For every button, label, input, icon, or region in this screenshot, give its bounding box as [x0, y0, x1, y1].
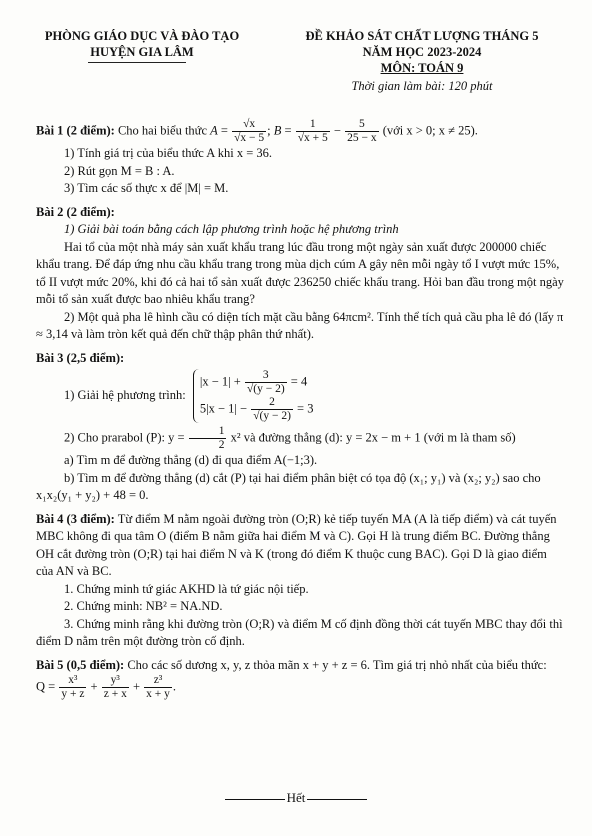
- q3-part-a: a) Tìm m để đường thẳng (d) đi qua điểm A(−1;3).: [64, 453, 318, 467]
- school-year: NĂM HỌC 2023-2024: [362, 45, 482, 59]
- q3-sub2: 2) Cho prarabol (P): y = $\frac{1}{2}$ x² và đường thẳng (d): y = 2x − m + 1 (với m là tham số): [64, 425, 516, 451]
- q5-text: Cho các số dương x, y, z thỏa mãn x + y + z = 6. Tìm giá trị nhỏ nhất của biểu thức:: [127, 657, 547, 672]
- exam-title: ĐỀ KHẢO SÁT CHẤT LƯỢNG THÁNG 5: [305, 29, 539, 43]
- q1-label: Bài 1 (2 điểm):: [36, 123, 115, 138]
- q1-item-2: 2) Rút gọn M = B : A.: [64, 163, 175, 178]
- q3-part-b: b) Tìm m để đường thẳng (d) cắt (P) tại hai điểm phân biệt có tọa độ (x₁; y₁) và (x₂; y₂) sao cho x₁x₂(y₁ + y₂) + 48 = 0.: [36, 470, 541, 502]
- org-line1: PHÒNG GIÁO DỤC VÀ ĐÀO TẠO: [44, 29, 240, 43]
- q4-statement: [36, 511, 566, 581]
- q2-label: Bài 2 (2 điểm):: [36, 204, 115, 219]
- q4-item-1: 1. Chứng minh tứ giác AKHD là tứ giác nội tiếp.: [64, 581, 309, 596]
- expr-a: $\frac{√x}{√x - 5}$: [234, 118, 265, 144]
- q3-system: [36, 369, 566, 423]
- q3-label: Bài 3 (2,5 điểm):: [36, 350, 125, 365]
- header-organization: [22, 28, 262, 60]
- q4-text: Từ điểm M nằm ngoài đường tròn (O;R) kẻ tiếp tuyến MA (A là tiếp điểm) và cát tuyến MBC không đi qua tâm O (điểm B nằm giữa hai điểm M và C). Gọi H là trung điểm BC. Đường thẳng OH cắt đường tròn (O;R) tại hai điểm N và K (trong đó điểm K thuộc cung BAC). Gọi D là giao điểm của AN và BC.: [36, 511, 557, 578]
- q1-condition: (với x > 0; x ≠ 25).: [382, 123, 478, 138]
- q1-item-1: 1) Tính giá trị của biểu thức A khi x = 36.: [64, 146, 273, 160]
- q2-sub1-text: Hai tổ của một nhà máy sản xuất khẩu trang lúc đầu trong một ngày sản xuất được 200000 chiếc khẩu trang. Để đáp ứng nhu cầu khẩu trang trong mùa dịch cúm A gây nên mỗi ngày tổ I vượt mức 15%, tổ II vượt mức 20%, khi đó cả hai tổ sản xuất được 236250 chiếc khẩu trang. Hỏi ban đầu trong một ngày mỗi tổ sản xuất được bao nhiêu khẩu trang?: [36, 239, 564, 306]
- org-line2: HUYỆN GIA LÂM: [90, 45, 194, 59]
- q1-statement: Bài 1 (2 điểm): Cho hai biểu thức A = $\frac{√x}{√x - 5}$ ; B = $\frac{1}{√x + 5}$ − $\frac{5}{25 - x}$ (với x > 0; x ≠ 25).: [36, 118, 478, 144]
- header-exam-info: [272, 28, 572, 94]
- q4-label: Bài 4 (3 điểm):: [36, 511, 115, 526]
- end-marker: [0, 790, 592, 806]
- eq1-left: |x − 1| +: [199, 374, 241, 389]
- q1-intro: Cho hai biểu thức: [117, 123, 207, 138]
- eq1-right: = 4: [290, 374, 308, 389]
- q4-item-3: 3. Chứng minh rằng khi đường tròn (O;R) và điểm M cố định đồng thời cát tuyến MBC thay đổi thì điểm D nằm trên một đường tròn cố định.: [36, 616, 563, 648]
- exam-body: [36, 118, 566, 701]
- eq2-right: = 3: [297, 401, 314, 416]
- q5-statement: [36, 657, 566, 675]
- q5-label: Bài 5 (0,5 điểm):: [36, 657, 125, 672]
- expr-b1: $\frac{1}{√x + 5}$: [297, 118, 328, 144]
- equation-system: |x − 1| + $\frac{3}{√(y - 2)}$ = 4 5|x − 1| − $\frac{2}{√(y - 2)}$ = 3: [193, 369, 314, 423]
- duration: Thời gian làm bài: 120 phút: [351, 79, 493, 93]
- q4-item-2: 2. Chứng minh: NB² = NA.ND.: [64, 599, 223, 613]
- q2-sub2-text: 2) Một quả pha lê hình cầu có diện tích mặt cầu bằng 64πcm². Tính thể tích quả cầu pha lê đó (lấy π ≈ 3,14 và làm tròn kết quả đến chữ thập phân thứ nhất).: [36, 309, 564, 341]
- q3-sub1: 1) Giải hệ phương trình:: [64, 387, 186, 402]
- header-divider: [88, 62, 186, 63]
- q2-sub1-title: 1) Giải bài toán bằng cách lập phương trình hoặc hệ phương trình: [64, 222, 399, 236]
- subject: MÔN: TOÁN 9: [380, 61, 464, 75]
- end-text: Hết: [286, 790, 306, 805]
- expr-b2: $\frac{5}{25 - x}$: [347, 118, 377, 144]
- q1-item-3: 3) Tìm các số thực x để |M| = M.: [64, 181, 229, 195]
- q5-expression: Q = $\frac{\text{x³}}{y + z}$ + $\frac{\text{y³}}{z + x}$ + $\frac{\text{z³}}{x + y}$ .: [36, 674, 177, 700]
- eq2-left: 5|x − 1| −: [199, 401, 248, 416]
